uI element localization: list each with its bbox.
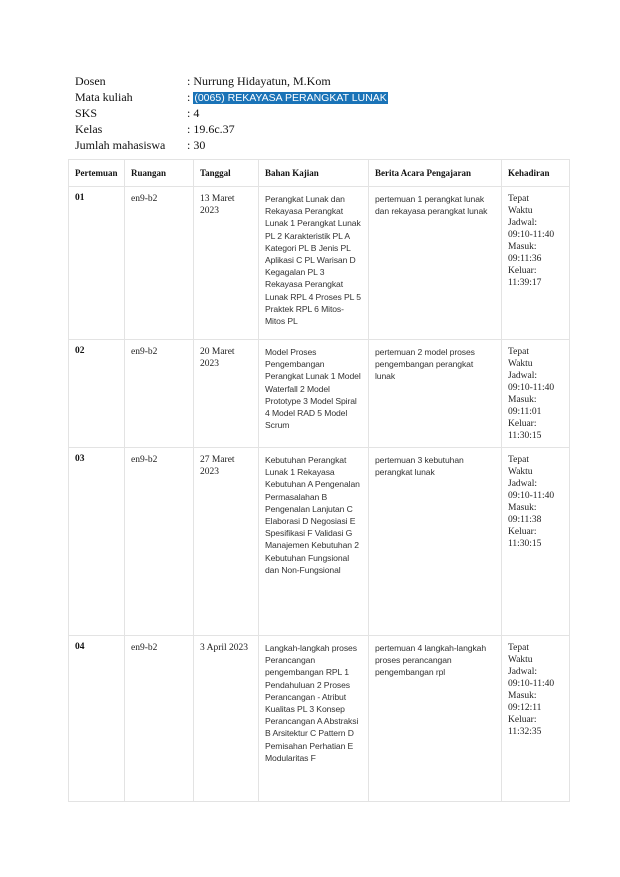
sks-label: SKS <box>75 106 98 120</box>
meeting-table <box>68 159 570 802</box>
header-ruangan: Ruangan <box>125 160 194 187</box>
cell-berita-acara: pertemuan 3 kebutuhan perangkat lunak <box>369 448 502 636</box>
kelas-value: : 19.6c.37 <box>187 122 235 136</box>
cell-bahan-kajian: Model Proses Pengembangan Perangkat Lunak 1 Model Waterfall 2 Model Prototype 3 Model Spiral 4 Model RAD 5 Model Scrum <box>259 340 369 448</box>
matkul-prefix: : <box>187 90 194 104</box>
cell-pertemuan: 02 <box>69 340 125 448</box>
info-row-jumlah <box>75 137 475 153</box>
cell-bahan-kajian: Langkah-langkah proses Perancangan pengembangan RPL 1 Pendahuluan 2 Proses Perancangan - Atribut Kualitas PL 3 Konsep Perancangan A Abstraksi B Arsitektur C Pattern D Pemisahan Perhatian E Modularitas F <box>259 636 369 802</box>
info-row-sks <box>75 105 475 121</box>
cell-berita-acara: pertemuan 2 model proses pengembangan perangkat lunak <box>369 340 502 448</box>
table-row <box>69 340 570 448</box>
header-berita-acara: Berita Acara Pengajaran <box>369 160 502 187</box>
course-info <box>75 73 475 153</box>
cell-berita-acara: pertemuan 4 langkah-langkah proses perancangan pengembangan rpl <box>369 636 502 802</box>
matkul-value: (0065) REKAYASA PERANGKAT LUNAK <box>194 92 387 104</box>
cell-ruangan: en9-b2 <box>125 340 194 448</box>
cell-berita-acara: pertemuan 1 perangkat lunak dan rekayasa perangkat lunak <box>369 187 502 340</box>
cell-ruangan: en9-b2 <box>125 448 194 636</box>
cell-kehadiran: Tepat Waktu Jadwal: 09:10-11:40 Masuk: 09:11:38 Keluar: 11:30:15 <box>502 448 570 636</box>
cell-bahan-kajian: Perangkat Lunak dan Rekayasa Perangkat Lunak 1 Perangkat Lunak PL 2 Karakteristik PL A Kategori PL B Jenis PL Aplikasi C PL Warisan D Kegagalan PL 3 Rekayasa Perangkat Lunak RPL 4 Proses PL 5 Praktek RPL 6 Mitos-Mitos PL <box>259 187 369 340</box>
cell-pertemuan: 01 <box>69 187 125 340</box>
cell-ruangan: en9-b2 <box>125 187 194 340</box>
cell-kehadiran: Tepat Waktu Jadwal: 09:10-11:40 Masuk: 09:11:36 Keluar: 11:39:17 <box>502 187 570 340</box>
dosen-label: Dosen <box>75 74 106 88</box>
cell-kehadiran: Tepat Waktu Jadwal: 09:10-11:40 Masuk: 09:12:11 Keluar: 11:32:35 <box>502 636 570 802</box>
info-row-kelas <box>75 121 475 137</box>
cell-bahan-kajian: Kebutuhan Perangkat Lunak 1 Rekayasa Kebutuhan A Pengenalan Permasalahan B Pengenalan Lanjutan C Elaborasi D Negosiasi E Spesifikasi F Validasi G Manajemen Kebutuhan 2 Kebutuhan Fungsional dan Non-Fungsional <box>259 448 369 636</box>
table-row <box>69 636 570 802</box>
cell-pertemuan: 03 <box>69 448 125 636</box>
cell-pertemuan: 04 <box>69 636 125 802</box>
cell-tanggal: 20 Maret 2023 <box>194 340 259 448</box>
info-row-dosen <box>75 73 475 89</box>
matkul-value-wrap <box>187 89 388 105</box>
cell-ruangan: en9-b2 <box>125 636 194 802</box>
cell-tanggal: 3 April 2023 <box>194 636 259 802</box>
sks-value: : 4 <box>187 106 200 120</box>
jumlah-label: Jumlah mahasiswa <box>75 138 166 152</box>
table-row <box>69 187 570 340</box>
table-row <box>69 448 570 636</box>
header-pertemuan: Pertemuan <box>69 160 125 187</box>
dosen-value: : Nurrung Hidayatun, M.Kom <box>187 74 331 88</box>
cell-tanggal: 27 Maret 2023 <box>194 448 259 636</box>
jumlah-value: : 30 <box>187 138 206 152</box>
header-kehadiran: Kehadiran <box>502 160 570 187</box>
cell-kehadiran: Tepat Waktu Jadwal: 09:10-11:40 Masuk: 09:11:01 Keluar: 11:30:15 <box>502 340 570 448</box>
header-tanggal: Tanggal <box>194 160 259 187</box>
kelas-label: Kelas <box>75 122 103 136</box>
table-header-row <box>69 160 570 187</box>
header-bahan-kajian: Bahan Kajian <box>259 160 369 187</box>
matkul-label: Mata kuliah <box>75 90 133 104</box>
info-row-matkul <box>75 89 475 105</box>
cell-tanggal: 13 Maret 2023 <box>194 187 259 340</box>
